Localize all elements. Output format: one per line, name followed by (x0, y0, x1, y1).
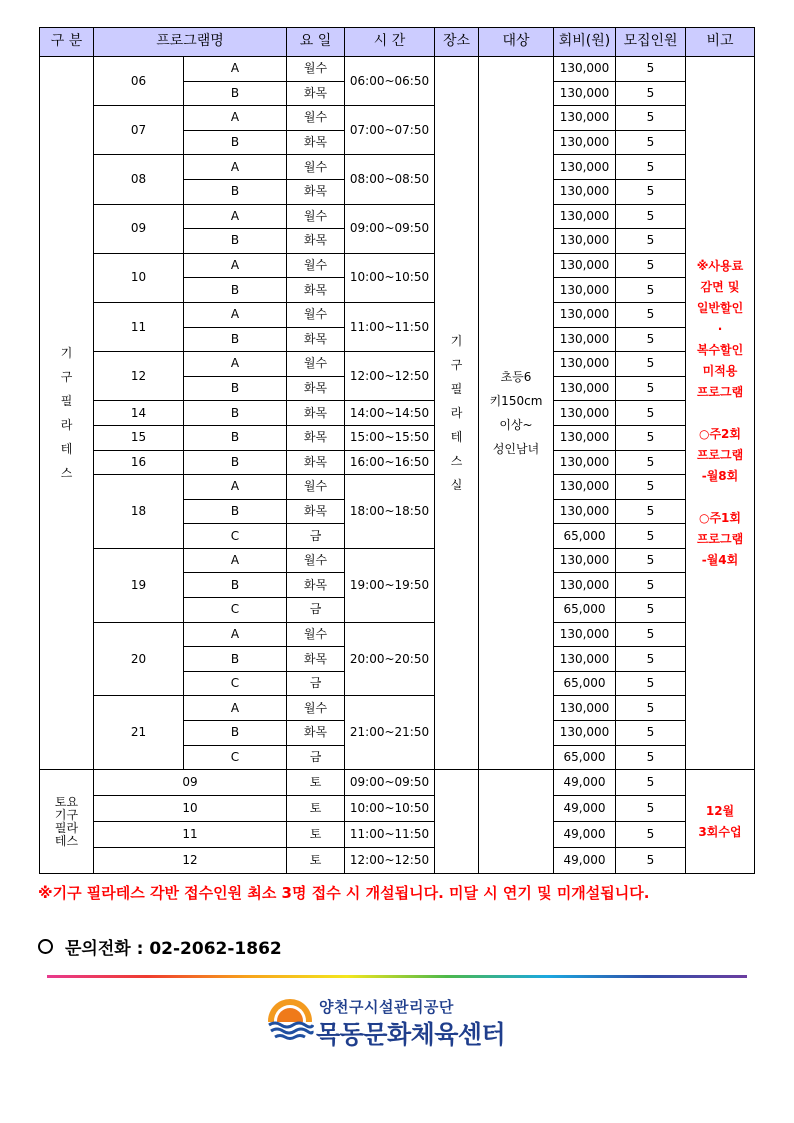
capacity-cell: 5 (616, 598, 686, 623)
table-row (40, 253, 755, 278)
class-days: 화목 (287, 647, 345, 672)
program-number: 09 (94, 204, 184, 253)
category-saturday-line: 필라 (54, 820, 79, 835)
note-cell-line: ※사용료 (696, 258, 744, 273)
class-days: 화목 (287, 179, 345, 204)
capacity-cell: 5 (616, 204, 686, 229)
target-cell-line: 초등6 (500, 370, 532, 385)
capacity-cell: 5 (616, 130, 686, 155)
table-row (40, 352, 755, 377)
fee-cell: 130,000 (554, 475, 616, 500)
sunrise-waves-logo-icon (266, 997, 314, 1045)
fee-cell: 130,000 (554, 229, 616, 254)
fee-cell: 130,000 (554, 401, 616, 426)
class-days: 화목 (287, 721, 345, 746)
circle-bullet-icon (38, 939, 53, 954)
class-days: 화목 (287, 499, 345, 524)
place-cell-line: 스 (450, 454, 463, 469)
header-program: 프로그램명 (94, 28, 287, 57)
note-cell-line: 감면 및 (700, 279, 740, 294)
fee-cell: 130,000 (554, 179, 616, 204)
class-time: 18:00~18:50 (345, 475, 435, 549)
capacity-cell: 5 (616, 155, 686, 180)
fee-cell: 130,000 (554, 204, 616, 229)
table-row (40, 106, 755, 131)
capacity-cell: 5 (616, 352, 686, 377)
class-days: 월수 (287, 696, 345, 721)
class-time: 07:00~07:50 (345, 106, 435, 155)
class-code: B (184, 278, 287, 303)
category-main (40, 57, 94, 770)
program-number: 06 (94, 57, 184, 106)
capacity-cell: 5 (616, 253, 686, 278)
table-row (40, 425, 755, 450)
note-cell-line: 프로그램 (696, 384, 744, 399)
note-cell-line: 미적용 (702, 363, 738, 378)
note-cell (686, 57, 755, 770)
class-code: B (184, 81, 287, 106)
class-code: C (184, 745, 287, 770)
note-cell-line: · (717, 321, 723, 336)
saturday-row (40, 847, 755, 873)
table-row (40, 155, 755, 180)
class-code: A (184, 302, 287, 327)
class-days: 화목 (287, 130, 345, 155)
class-days: 화목 (287, 229, 345, 254)
saturday-note-line: 12월 (705, 803, 735, 818)
place-cell-line: 테 (450, 430, 463, 445)
saturday-capacity: 5 (616, 770, 686, 796)
fee-cell: 130,000 (554, 376, 616, 401)
class-time: 16:00~16:50 (345, 450, 435, 475)
capacity-cell: 5 (616, 327, 686, 352)
class-days: 월수 (287, 253, 345, 278)
category-main-line: 구 (60, 370, 73, 385)
capacity-cell: 5 (616, 179, 686, 204)
class-days: 월수 (287, 57, 345, 82)
capacity-cell: 5 (616, 499, 686, 524)
saturday-capacity: 5 (616, 796, 686, 822)
capacity-cell: 5 (616, 302, 686, 327)
fee-cell: 130,000 (554, 573, 616, 598)
class-code: B (184, 425, 287, 450)
fee-cell: 130,000 (554, 155, 616, 180)
table-row (40, 475, 755, 500)
saturday-section (40, 770, 755, 874)
class-days: 월수 (287, 302, 345, 327)
capacity-cell: 5 (616, 696, 686, 721)
class-days: 월수 (287, 548, 345, 573)
capacity-cell: 5 (616, 745, 686, 770)
target-cell (479, 57, 554, 770)
fee-cell: 130,000 (554, 721, 616, 746)
fee-cell: 65,000 (554, 524, 616, 549)
note-cell-line: -월8회 (701, 468, 739, 483)
program-number: 15 (94, 425, 184, 450)
category-saturday-line: 토요 (54, 794, 79, 809)
class-days: 월수 (287, 204, 345, 229)
header-time: 시 간 (345, 28, 435, 57)
class-time: 10:00~10:50 (345, 253, 435, 302)
saturday-place (435, 770, 479, 874)
class-code: B (184, 647, 287, 672)
saturday-day: 토 (287, 822, 345, 848)
header-fee: 회비(원) (554, 28, 616, 57)
note-cell-line: ○주2회 (698, 426, 741, 441)
saturday-day: 토 (287, 770, 345, 796)
fee-cell: 130,000 (554, 647, 616, 672)
schedule-table (39, 27, 755, 874)
class-code: B (184, 573, 287, 598)
class-code: A (184, 57, 287, 82)
note-cell-line: ○주1회 (698, 510, 741, 525)
table-row (40, 622, 755, 647)
program-number: 14 (94, 401, 184, 426)
class-code: B (184, 179, 287, 204)
class-days: 월수 (287, 106, 345, 131)
class-days: 월수 (287, 352, 345, 377)
class-code: B (184, 229, 287, 254)
class-time: 12:00~12:50 (345, 352, 435, 401)
capacity-cell: 5 (616, 81, 686, 106)
fee-cell: 130,000 (554, 106, 616, 131)
fee-cell: 130,000 (554, 327, 616, 352)
class-time: 08:00~08:50 (345, 155, 435, 204)
capacity-cell: 5 (616, 721, 686, 746)
place-cell-line: 구 (450, 358, 463, 373)
class-code: A (184, 475, 287, 500)
header-place: 장소 (435, 28, 479, 57)
place-cell-line: 기 (450, 334, 463, 349)
program-number: 07 (94, 106, 184, 155)
fee-cell: 130,000 (554, 548, 616, 573)
program-number: 10 (94, 253, 184, 302)
note-cell-line: 일반할인 (696, 300, 744, 315)
capacity-cell: 5 (616, 401, 686, 426)
class-time: 11:00~11:50 (345, 302, 435, 351)
fee-cell: 130,000 (554, 696, 616, 721)
saturday-program-number: 12 (94, 847, 287, 873)
table-row (40, 401, 755, 426)
category-main-line: 필 (60, 394, 73, 409)
fee-cell: 65,000 (554, 745, 616, 770)
class-code: B (184, 327, 287, 352)
class-code: A (184, 622, 287, 647)
program-number: 08 (94, 155, 184, 204)
header-row (40, 28, 755, 57)
note-cell-line (686, 487, 754, 508)
table-row (40, 204, 755, 229)
target-cell-line: 성인남녀 (492, 442, 540, 457)
class-code: B (184, 376, 287, 401)
header-target: 대상 (479, 28, 554, 57)
table-row (40, 548, 755, 573)
logo-org-name: 양천구시설관리공단 (319, 998, 454, 1016)
saturday-program-number: 10 (94, 796, 287, 822)
class-days: 화목 (287, 401, 345, 426)
fee-cell: 130,000 (554, 450, 616, 475)
class-code: A (184, 696, 287, 721)
saturday-row (40, 770, 755, 796)
class-time: 09:00~09:50 (345, 204, 435, 253)
program-number: 11 (94, 302, 184, 351)
contact-line (38, 934, 282, 959)
class-code: C (184, 671, 287, 696)
table-row (40, 302, 755, 327)
header-note: 비고 (686, 28, 755, 57)
capacity-cell: 5 (616, 647, 686, 672)
class-code: A (184, 155, 287, 180)
category-main-line: 라 (60, 418, 73, 433)
saturday-target (479, 770, 554, 874)
place-cell-line: 실 (450, 478, 463, 493)
note-cell-line: 프로그램 (696, 531, 744, 546)
fee-cell: 130,000 (554, 499, 616, 524)
fee-cell: 130,000 (554, 253, 616, 278)
class-days: 금 (287, 598, 345, 623)
class-days: 월수 (287, 622, 345, 647)
category-saturday (40, 770, 94, 874)
class-days: 화목 (287, 573, 345, 598)
saturday-note (686, 770, 755, 874)
fee-cell: 130,000 (554, 130, 616, 155)
place-cell-line: 필 (450, 382, 463, 397)
class-time: 19:00~19:50 (345, 548, 435, 622)
class-code: A (184, 106, 287, 131)
class-code: A (184, 253, 287, 278)
saturday-program-number: 09 (94, 770, 287, 796)
class-code: A (184, 548, 287, 573)
saturday-fee: 49,000 (554, 796, 616, 822)
saturday-day: 토 (287, 796, 345, 822)
target-cell-line: 키150cm (489, 394, 543, 409)
saturday-fee: 49,000 (554, 847, 616, 873)
header-capacity: 모집인원 (616, 28, 686, 57)
note-cell-line (686, 403, 754, 424)
capacity-cell: 5 (616, 548, 686, 573)
logo-center-name: 목동문화체육센터 (316, 1020, 506, 1049)
fee-cell: 130,000 (554, 425, 616, 450)
class-days: 금 (287, 524, 345, 549)
class-days: 화목 (287, 376, 345, 401)
class-days: 화목 (287, 278, 345, 303)
saturday-time: 10:00~10:50 (345, 796, 435, 822)
class-code: C (184, 524, 287, 549)
category-main-line: 테 (60, 442, 73, 457)
note-cell-line: 프로그램 (696, 447, 744, 462)
class-time: 14:00~14:50 (345, 401, 435, 426)
program-number: 18 (94, 475, 184, 549)
place-cell (435, 57, 479, 770)
capacity-cell: 5 (616, 671, 686, 696)
weekday-section (40, 57, 755, 770)
capacity-cell: 5 (616, 573, 686, 598)
program-number: 20 (94, 622, 184, 696)
class-days: 화목 (287, 425, 345, 450)
saturday-capacity: 5 (616, 822, 686, 848)
registration-warning: ※기구 필라테스 각반 접수인원 최소 3명 접수 시 개설됩니다. 미달 시 연기 및 미개설됩니다. (38, 884, 650, 902)
class-code: A (184, 204, 287, 229)
category-saturday-line: 테스 (54, 833, 79, 848)
target-cell-line: 이상~ (499, 418, 533, 433)
class-days: 금 (287, 671, 345, 696)
saturday-time: 12:00~12:50 (345, 847, 435, 873)
class-days: 월수 (287, 155, 345, 180)
class-days: 월수 (287, 475, 345, 500)
class-code: B (184, 721, 287, 746)
class-code: B (184, 450, 287, 475)
class-time: 20:00~20:50 (345, 622, 435, 696)
header-day: 요 일 (287, 28, 345, 57)
category-saturday-line: 기구 (54, 807, 79, 822)
saturday-time: 09:00~09:50 (345, 770, 435, 796)
capacity-cell: 5 (616, 475, 686, 500)
saturday-program-number: 11 (94, 822, 287, 848)
class-code: C (184, 598, 287, 623)
note-cell-line: -월4회 (701, 552, 739, 567)
class-time: 15:00~15:50 (345, 425, 435, 450)
center-logo (266, 996, 536, 1048)
saturday-fee: 49,000 (554, 822, 616, 848)
fee-cell: 65,000 (554, 671, 616, 696)
program-number: 16 (94, 450, 184, 475)
program-number: 12 (94, 352, 184, 401)
capacity-cell: 5 (616, 57, 686, 82)
fee-cell: 130,000 (554, 81, 616, 106)
saturday-row (40, 822, 755, 848)
fee-cell: 130,000 (554, 57, 616, 82)
class-time: 21:00~21:50 (345, 696, 435, 770)
capacity-cell: 5 (616, 425, 686, 450)
program-number: 19 (94, 548, 184, 622)
class-days: 화목 (287, 81, 345, 106)
class-days: 화목 (287, 327, 345, 352)
fee-cell: 130,000 (554, 352, 616, 377)
category-main-line: 스 (60, 466, 73, 481)
saturday-day: 토 (287, 847, 345, 873)
class-code: B (184, 401, 287, 426)
table-row (40, 696, 755, 721)
capacity-cell: 5 (616, 376, 686, 401)
class-code: B (184, 499, 287, 524)
capacity-cell: 5 (616, 229, 686, 254)
capacity-cell: 5 (616, 450, 686, 475)
saturday-note-line: 3회수업 (698, 824, 742, 839)
contact-phone: 문의전화 : 02-2062-1862 (65, 939, 282, 959)
capacity-cell: 5 (616, 106, 686, 131)
place-cell-line: 라 (450, 406, 463, 421)
capacity-cell: 5 (616, 524, 686, 549)
saturday-time: 11:00~11:50 (345, 822, 435, 848)
saturday-capacity: 5 (616, 847, 686, 873)
capacity-cell: 5 (616, 622, 686, 647)
table-row (40, 57, 755, 82)
class-code: B (184, 130, 287, 155)
class-time: 06:00~06:50 (345, 57, 435, 106)
capacity-cell: 5 (616, 278, 686, 303)
category-main-line: 기 (60, 346, 73, 361)
fee-cell: 130,000 (554, 622, 616, 647)
class-days: 금 (287, 745, 345, 770)
fee-cell: 130,000 (554, 278, 616, 303)
header-category: 구 분 (40, 28, 94, 57)
class-code: A (184, 352, 287, 377)
saturday-fee: 49,000 (554, 770, 616, 796)
fee-cell: 130,000 (554, 302, 616, 327)
program-number: 21 (94, 696, 184, 770)
rainbow-divider (47, 975, 747, 978)
fee-cell: 65,000 (554, 598, 616, 623)
saturday-row (40, 796, 755, 822)
table-row (40, 450, 755, 475)
note-cell-line: 복수할인 (696, 342, 744, 357)
class-days: 화목 (287, 450, 345, 475)
